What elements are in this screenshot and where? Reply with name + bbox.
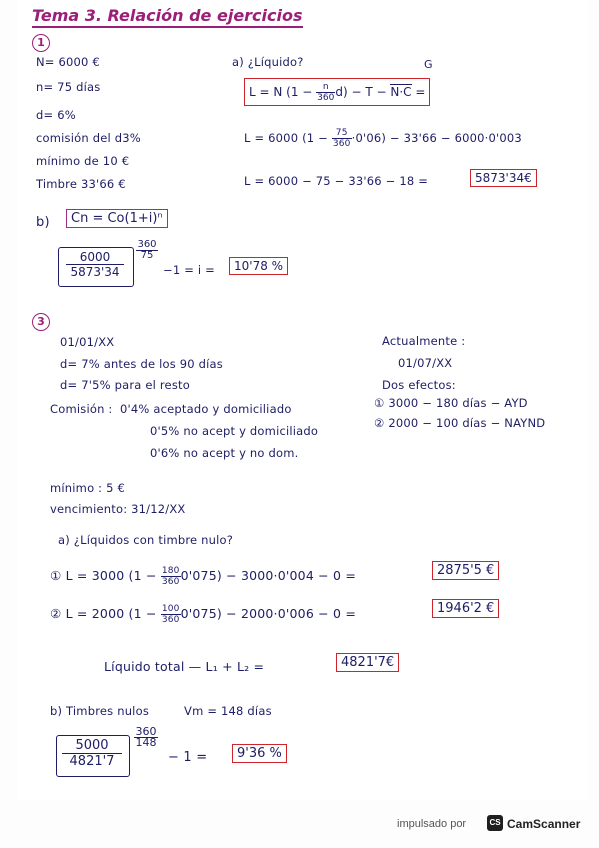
ex3-total-result: 4821'7€ [336, 653, 399, 672]
ex1-data-line: n= 75 días [36, 80, 101, 94]
calc-part: L = 6000 (1 − [244, 131, 332, 145]
ex3-b-result: 9'36 % [232, 744, 287, 763]
fraction-numerator: 6000 [66, 250, 124, 265]
ex1-data-line: Timbre 33'66 € [36, 177, 126, 191]
ex1-data-line: comisión del d3% [36, 131, 141, 145]
ex1-result-box: 5873'34€ [470, 169, 537, 187]
fraction-denominator: 360 [161, 615, 180, 625]
ex3-current-date: 01/07/XX [398, 356, 453, 370]
calc-fraction [161, 604, 181, 625]
formula-part: = [411, 85, 426, 99]
exponent-denominator: 148 [135, 736, 157, 749]
ex3-due-date: vencimiento: 31/12/XX [50, 502, 186, 516]
ex3-b-fraction [62, 738, 122, 769]
exercise-1-number: 1 [32, 34, 50, 52]
calc-fraction [332, 128, 352, 149]
footer-powered-by: impulsado por [397, 818, 467, 830]
fraction-denominator: 360 [332, 139, 351, 149]
formula-fraction [316, 82, 335, 103]
ex1-b-label: b) [36, 215, 50, 230]
ex1-b-result-box: 10'78 % [229, 257, 288, 275]
ex1-calc-line-2: L = 6000 − 75 − 33'66 − 18 = [244, 174, 429, 188]
fraction-denominator: 4821'7 [69, 754, 115, 769]
ex3-discount-2: d= 7'5% para el resto [60, 378, 190, 392]
ex1-b-exponent [136, 240, 158, 261]
fraction-denominator: 360 [161, 577, 180, 587]
ex3-liquid-1-result: 2875'5 € [432, 561, 499, 580]
formula-part: d) − T − [335, 85, 391, 99]
ex3-current-label: Actualmente : [382, 334, 466, 348]
formula-overlined: N·C [390, 85, 412, 99]
ex3-liquid-1 [50, 566, 356, 587]
ex3-effect-1: ① 3000 − 180 días − AYD [374, 396, 528, 410]
camscanner-brand: CamScanner [507, 817, 581, 831]
ex3-liquid-2 [50, 604, 356, 625]
calc-part: ·0'06) − 33'66 − 6000·0'003 [351, 131, 522, 145]
ex1-data-line: N= 6000 € [36, 55, 100, 69]
exponent-numerator: 360 [137, 239, 157, 250]
page-title: Tema 3. Relación de ejercicios [32, 6, 303, 28]
formula-g-mark: G [424, 58, 433, 71]
ex3-b-vm: Vm = 148 días [184, 704, 272, 718]
ex3-effect-2: ② 2000 − 100 días − NAYND [374, 416, 546, 430]
fraction-denominator: 360 [317, 93, 335, 103]
ex3-date: 01/01/XX [60, 335, 115, 349]
fraction-numerator: 75 [332, 128, 352, 139]
fraction-numerator: 5000 [62, 738, 122, 754]
calc-part: ② L = 2000 (1 − [50, 606, 161, 621]
fraction-denominator: 5873'34 [70, 265, 120, 279]
ex3-commission-2: 0'5% no acept y domiciliado [150, 424, 319, 438]
exercise-3-number: 3 [32, 313, 50, 331]
exponent-denominator: 75 [140, 250, 154, 261]
ex3-discount-1: d= 7% antes de los 90 días [60, 357, 223, 371]
ex1-b-fraction [66, 250, 124, 279]
ex3-commission-3: 0'6% no acept y no dom. [150, 446, 299, 460]
ex3-total-label: Líquido total — L₁ + L₂ = [104, 659, 265, 674]
liquid-formula-box [244, 78, 430, 106]
fraction-numerator: n [316, 82, 335, 93]
ex3-b-label: b) Timbres nulos [50, 704, 150, 718]
ex3-b-rest: − 1 = [168, 750, 208, 765]
ex1-calc-line-1 [244, 128, 522, 149]
ex3-minimum: mínimo : 5 € [50, 481, 125, 495]
ex3-question-a: a) ¿Líquidos con timbre nulo? [58, 533, 234, 547]
calc-part: ① L = 3000 (1 − [50, 568, 161, 583]
ex1-data-line: mínimo de 10 € [36, 154, 130, 168]
ex3-liquid-2-result: 1946'2 € [432, 599, 499, 618]
calc-fraction [161, 566, 181, 587]
formula-part: L = N (1 − [249, 85, 317, 99]
fraction-numerator: 180 [161, 566, 180, 576]
calc-part: 0'075) − 2000·0'006 − 0 = [180, 606, 356, 621]
ex3-b-exponent [134, 727, 158, 748]
calc-part: 0'075) − 3000·0'004 − 0 = [180, 568, 356, 583]
ex3-commission-1: 0'4% aceptado y domiciliado [120, 402, 292, 416]
camscanner-logo-icon: CS [487, 815, 503, 831]
ex3-commission-label: Comisión : [50, 402, 113, 416]
compound-formula-box: Cn = Co(1+i)ⁿ [66, 209, 168, 228]
ex1-data-line: d= 6% [36, 108, 76, 122]
ex3-effects-label: Dos efectos: [382, 378, 456, 392]
ex1-b-rest: −1 = i = [163, 263, 215, 277]
fraction-numerator: 100 [161, 604, 180, 614]
ex1-question-a: a) ¿Líquido? [232, 55, 304, 69]
exponent-numerator: 360 [135, 725, 157, 738]
